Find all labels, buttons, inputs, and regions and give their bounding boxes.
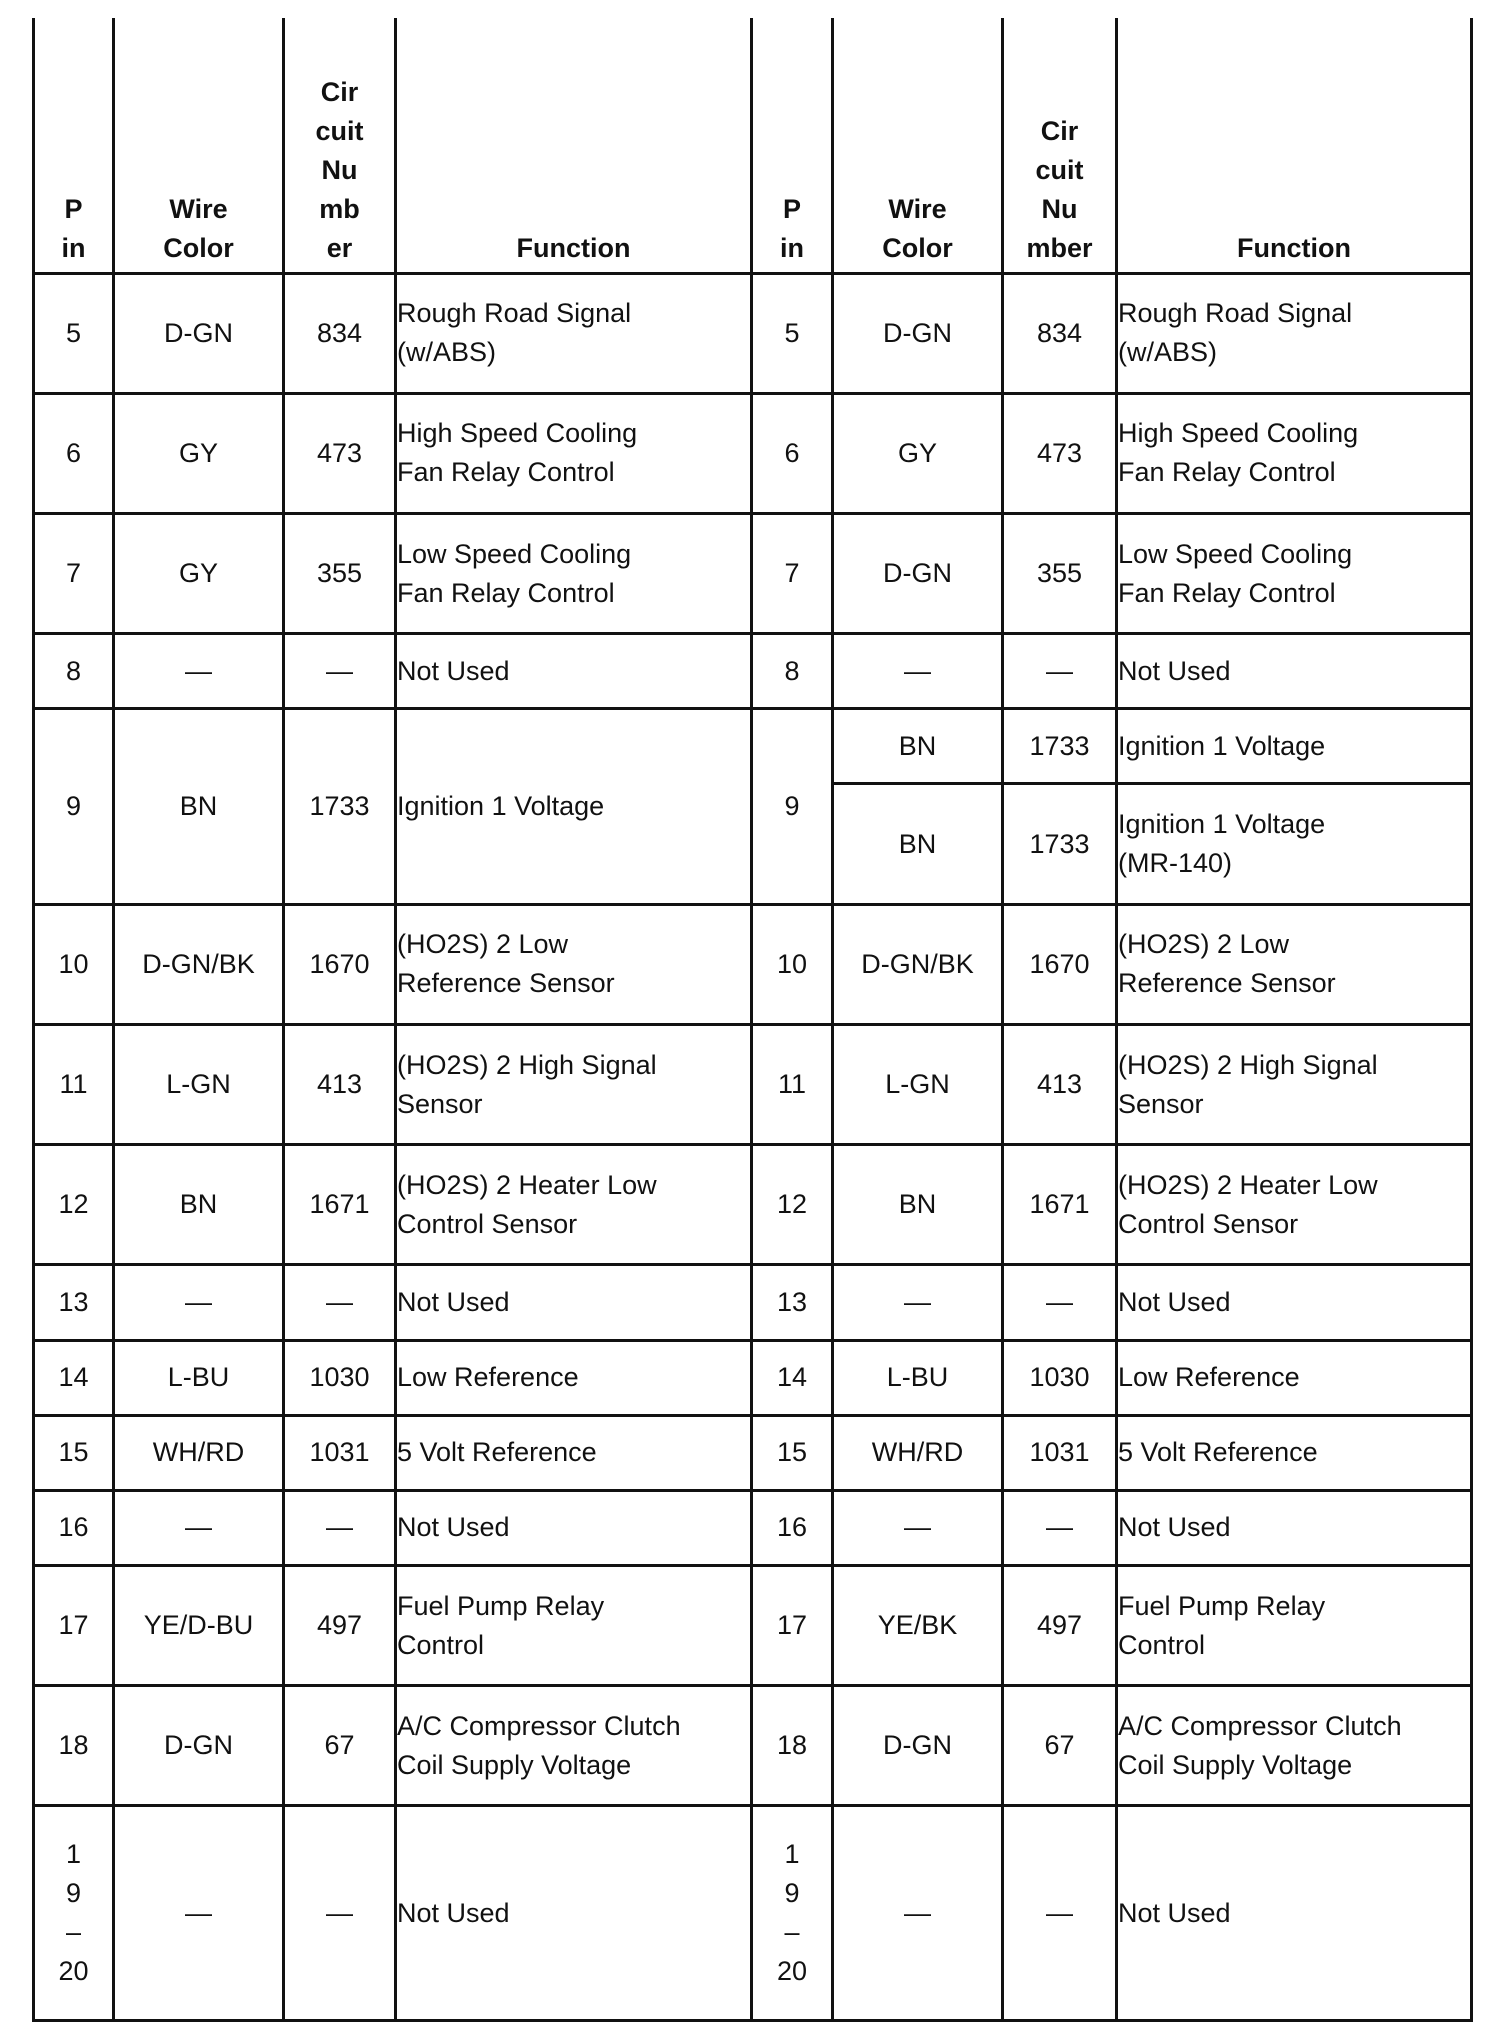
circuit-number-cell: —: [1003, 634, 1117, 709]
circuit-number-cell: —: [284, 634, 396, 709]
circuit-number-cell: 413: [1003, 1024, 1117, 1144]
wire-color-cell: GY: [114, 393, 284, 513]
wire-color-cell: D-GN: [114, 1686, 284, 1806]
wire-color-cell: —: [114, 1265, 284, 1340]
pin-cell: 18: [34, 1686, 114, 1806]
pin-cell: 1 9 – 20: [34, 1806, 114, 2021]
function-cell: Rough Road Signal (w/ABS): [396, 273, 752, 393]
circuit-number-cell: 497: [1003, 1565, 1117, 1685]
circuit-number-cell: 413: [284, 1024, 396, 1144]
wire-color-cell: D-GN: [833, 273, 1003, 393]
wire-color-cell: L-BU: [833, 1340, 1003, 1415]
table-row: [34, 1415, 1472, 1490]
table-row: [34, 1265, 1472, 1340]
header-wire-color-left: Wire Color: [114, 18, 284, 273]
wire-color-cell: D-GN: [833, 1686, 1003, 1806]
table-row: [34, 1806, 1472, 2021]
function-cell: A/C Compressor Clutch Coil Supply Voltage: [1117, 1686, 1472, 1806]
circuit-number-cell: —: [284, 1265, 396, 1340]
pin-cell: 11: [752, 1024, 833, 1144]
pin-cell: 11: [34, 1024, 114, 1144]
pin-cell: 12: [34, 1145, 114, 1265]
circuit-number-cell: 834: [284, 273, 396, 393]
function-cell: Rough Road Signal (w/ABS): [1117, 273, 1472, 393]
wire-color-cell: BN: [114, 709, 284, 904]
table-row: [34, 1024, 1472, 1144]
pin-cell: 5: [34, 273, 114, 393]
pin-cell: 8: [752, 634, 833, 709]
wire-color-cell: D-GN: [114, 273, 284, 393]
table-row: [34, 904, 1472, 1024]
table-row: [34, 1340, 1472, 1415]
wire-color-cell: BN: [833, 709, 1003, 784]
header-circuit-number-left: Cir cuit Nu mb er: [284, 18, 396, 273]
function-cell: High Speed Cooling Fan Relay Control: [1117, 393, 1472, 513]
circuit-number-cell: 1670: [284, 904, 396, 1024]
header-wire-color-right: Wire Color: [833, 18, 1003, 273]
wire-color-cell: —: [833, 1490, 1003, 1565]
function-cell: (HO2S) 2 Low Reference Sensor: [396, 904, 752, 1024]
pin-cell: 5: [752, 273, 833, 393]
pin-cell: 14: [752, 1340, 833, 1415]
circuit-number-cell: 1671: [1003, 1145, 1117, 1265]
wire-color-cell: —: [114, 634, 284, 709]
connector-pinout-table: [32, 18, 1473, 2022]
wire-color-cell: YE/BK: [833, 1565, 1003, 1685]
pin-cell: 8: [34, 634, 114, 709]
circuit-number-cell: 67: [1003, 1686, 1117, 1806]
wire-color-cell: L-GN: [833, 1024, 1003, 1144]
circuit-number-cell: 473: [1003, 393, 1117, 513]
pin-cell: 15: [34, 1415, 114, 1490]
circuit-number-cell: 1030: [1003, 1340, 1117, 1415]
pin-cell: 16: [34, 1490, 114, 1565]
circuit-number-cell: 1031: [1003, 1415, 1117, 1490]
circuit-number-cell: 1670: [1003, 904, 1117, 1024]
circuit-number-cell: 355: [1003, 513, 1117, 633]
circuit-number-cell: 497: [284, 1565, 396, 1685]
function-cell: Not Used: [396, 1265, 752, 1340]
table-row: [34, 513, 1472, 633]
pin-cell: 7: [752, 513, 833, 633]
circuit-number-cell: 1733: [1003, 784, 1117, 904]
wire-color-cell: BN: [833, 784, 1003, 904]
circuit-number-cell: —: [1003, 1806, 1117, 2021]
wire-color-cell: —: [114, 1490, 284, 1565]
function-cell: Low Speed Cooling Fan Relay Control: [396, 513, 752, 633]
pin-cell: 1 9 – 20: [752, 1806, 833, 2021]
function-cell: Not Used: [1117, 1265, 1472, 1340]
table-row: [34, 709, 1472, 784]
table-row: [34, 273, 1472, 393]
pin-cell: 15: [752, 1415, 833, 1490]
function-cell: Not Used: [1117, 1806, 1472, 2021]
wire-color-cell: D-GN/BK: [114, 904, 284, 1024]
wire-color-cell: WH/RD: [114, 1415, 284, 1490]
pin-cell: 7: [34, 513, 114, 633]
wire-color-cell: BN: [833, 1145, 1003, 1265]
circuit-number-cell: —: [284, 1490, 396, 1565]
circuit-number-cell: 1733: [1003, 709, 1117, 784]
circuit-number-cell: 1031: [284, 1415, 396, 1490]
table-row: [34, 1686, 1472, 1806]
function-cell: Low Speed Cooling Fan Relay Control: [1117, 513, 1472, 633]
pin-cell: 13: [34, 1265, 114, 1340]
header-function-right: Function: [1117, 18, 1472, 273]
wire-color-cell: D-GN/BK: [833, 904, 1003, 1024]
wire-color-cell: YE/D-BU: [114, 1565, 284, 1685]
function-cell: Low Reference: [396, 1340, 752, 1415]
wire-color-cell: WH/RD: [833, 1415, 1003, 1490]
pin-cell: 6: [752, 393, 833, 513]
header-circuit-number-right: Cir cuit Nu mber: [1003, 18, 1117, 273]
wire-color-cell: GY: [833, 393, 1003, 513]
pin-cell: 10: [752, 904, 833, 1024]
wire-color-cell: D-GN: [833, 513, 1003, 633]
function-cell: (HO2S) 2 High Signal Sensor: [1117, 1024, 1472, 1144]
function-cell: Fuel Pump Relay Control: [1117, 1565, 1472, 1685]
table-row: [34, 393, 1472, 513]
wire-color-cell: —: [833, 1265, 1003, 1340]
function-cell: (HO2S) 2 Heater Low Control Sensor: [1117, 1145, 1472, 1265]
function-cell: Not Used: [396, 1806, 752, 2021]
circuit-number-cell: 1030: [284, 1340, 396, 1415]
pin-cell: 17: [752, 1565, 833, 1685]
function-cell: Low Reference: [1117, 1340, 1472, 1415]
pin-cell: 16: [752, 1490, 833, 1565]
wire-color-cell: L-BU: [114, 1340, 284, 1415]
function-cell: Ignition 1 Voltage: [1117, 709, 1472, 784]
wire-color-cell: BN: [114, 1145, 284, 1265]
table-row: [34, 1490, 1472, 1565]
table-row: [34, 634, 1472, 709]
function-cell: Not Used: [396, 1490, 752, 1565]
circuit-number-cell: 473: [284, 393, 396, 513]
function-cell: (HO2S) 2 High Signal Sensor: [396, 1024, 752, 1144]
function-cell: 5 Volt Reference: [396, 1415, 752, 1490]
circuit-number-cell: 1733: [284, 709, 396, 904]
pin-cell: 14: [34, 1340, 114, 1415]
wire-color-cell: —: [833, 1806, 1003, 2021]
function-cell: (HO2S) 2 Heater Low Control Sensor: [396, 1145, 752, 1265]
circuit-number-cell: —: [1003, 1265, 1117, 1340]
pin-cell: 17: [34, 1565, 114, 1685]
circuit-number-cell: 67: [284, 1686, 396, 1806]
circuit-number-cell: —: [284, 1806, 396, 2021]
pin-cell: 9: [34, 709, 114, 904]
pin-cell: 9: [752, 709, 833, 904]
function-cell: A/C Compressor Clutch Coil Supply Voltage: [396, 1686, 752, 1806]
header-pin-left: P in: [34, 18, 114, 273]
wire-color-cell: L-GN: [114, 1024, 284, 1144]
function-cell: High Speed Cooling Fan Relay Control: [396, 393, 752, 513]
pin-cell: 6: [34, 393, 114, 513]
function-cell: (HO2S) 2 Low Reference Sensor: [1117, 904, 1472, 1024]
circuit-number-cell: 1671: [284, 1145, 396, 1265]
table-row: [34, 1565, 1472, 1685]
circuit-number-cell: 355: [284, 513, 396, 633]
circuit-number-cell: 834: [1003, 273, 1117, 393]
wire-color-cell: GY: [114, 513, 284, 633]
function-cell: Ignition 1 Voltage (MR-140): [1117, 784, 1472, 904]
pin-cell: 13: [752, 1265, 833, 1340]
function-cell: Not Used: [1117, 1490, 1472, 1565]
circuit-number-cell: —: [1003, 1490, 1117, 1565]
wire-color-cell: —: [114, 1806, 284, 2021]
header-pin-right: P in: [752, 18, 833, 273]
header-function-left: Function: [396, 18, 752, 273]
wire-color-cell: —: [833, 634, 1003, 709]
function-cell: Fuel Pump Relay Control: [396, 1565, 752, 1685]
pin-cell: 12: [752, 1145, 833, 1265]
pin-cell: 10: [34, 904, 114, 1024]
table-row: [34, 1145, 1472, 1265]
function-cell: Not Used: [1117, 634, 1472, 709]
function-cell: Ignition 1 Voltage: [396, 709, 752, 904]
header-row: [34, 18, 1472, 273]
pin-cell: 18: [752, 1686, 833, 1806]
function-cell: Not Used: [396, 634, 752, 709]
function-cell: 5 Volt Reference: [1117, 1415, 1472, 1490]
